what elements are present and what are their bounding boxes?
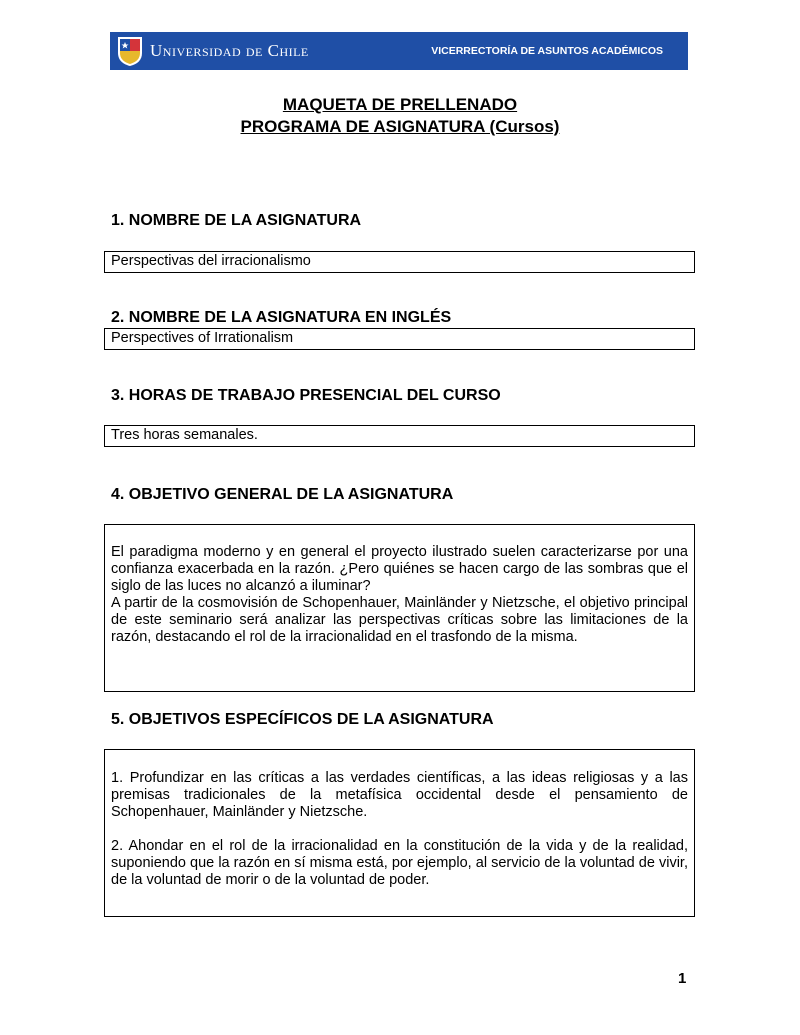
specific-objective-item: 1. Profundizar en las críticas a las verdades científicas, a las ideas religiosas y a las premisas tradicionales de la metafísica occidental desde el pensamiento de Schopenhauer, Mainländer y Nietzsche. xyxy=(111,770,688,820)
section-5-box xyxy=(104,749,695,917)
page-number: 1 xyxy=(678,970,687,987)
header-banner xyxy=(110,32,688,70)
university-crest-icon xyxy=(116,35,144,67)
general-objective-paragraph: A partir de la cosmovisión de Schopenhauer, Mainländer y Nietzsche, el objetivo principal de este seminario será analizar las perspectivas críticas sobre las limitaciones de la razón, destacando el rol de la irracionalidad en el trasfondo de la misma. xyxy=(111,595,688,645)
document-title-line-1: MAQUETA DE PRELLENADO xyxy=(282,95,518,114)
section-2-box xyxy=(104,328,695,350)
course-name-value: Perspectivas del irracionalismo xyxy=(111,253,311,269)
course-name-english-value: Perspectives of Irrationalism xyxy=(111,330,294,346)
section-4-heading: 4. OBJETIVO GENERAL DE LA ASIGNATURA xyxy=(111,486,454,503)
office-name: VICERRECTORÍA DE ASUNTOS ACADÉMICOS xyxy=(431,45,663,57)
section-4-box xyxy=(104,524,695,692)
section-5-heading: 5. OBJETIVOS ESPECÍFICOS DE LA ASIGNATURA xyxy=(111,711,494,728)
section-1-heading: 1. NOMBRE DE LA ASIGNATURA xyxy=(111,212,362,229)
section-1-box xyxy=(104,251,695,273)
contact-hours-value: Tres horas semanales. xyxy=(111,427,258,443)
specific-objective-item: 2. Ahondar en el rol de la irracionalidad en la constitución de la vida y de la realidad, suponiendo que la razón en sí misma está, por ejemplo, al servicio de la voluntad de vivir, de la voluntad de morir o de la voluntad de poder. xyxy=(111,838,688,888)
section-3-box xyxy=(104,425,695,447)
university-name: Universidad de Chile xyxy=(150,41,309,60)
section-2-heading: 2. NOMBRE DE LA ASIGNATURA EN INGLÉS xyxy=(111,309,452,326)
document-title-line-2: PROGRAMA DE ASIGNATURA (Cursos) xyxy=(240,117,560,136)
general-objective-paragraph: El paradigma moderno y en general el proyecto ilustrado suelen caracterizarse por una confianza exacerbada en la razón. ¿Pero quiénes se hacen cargo de las sombras que el siglo de las luces no alcanzó a iluminar? xyxy=(111,544,688,594)
section-3-heading: 3. HORAS DE TRABAJO PRESENCIAL DEL CURSO xyxy=(111,387,501,404)
